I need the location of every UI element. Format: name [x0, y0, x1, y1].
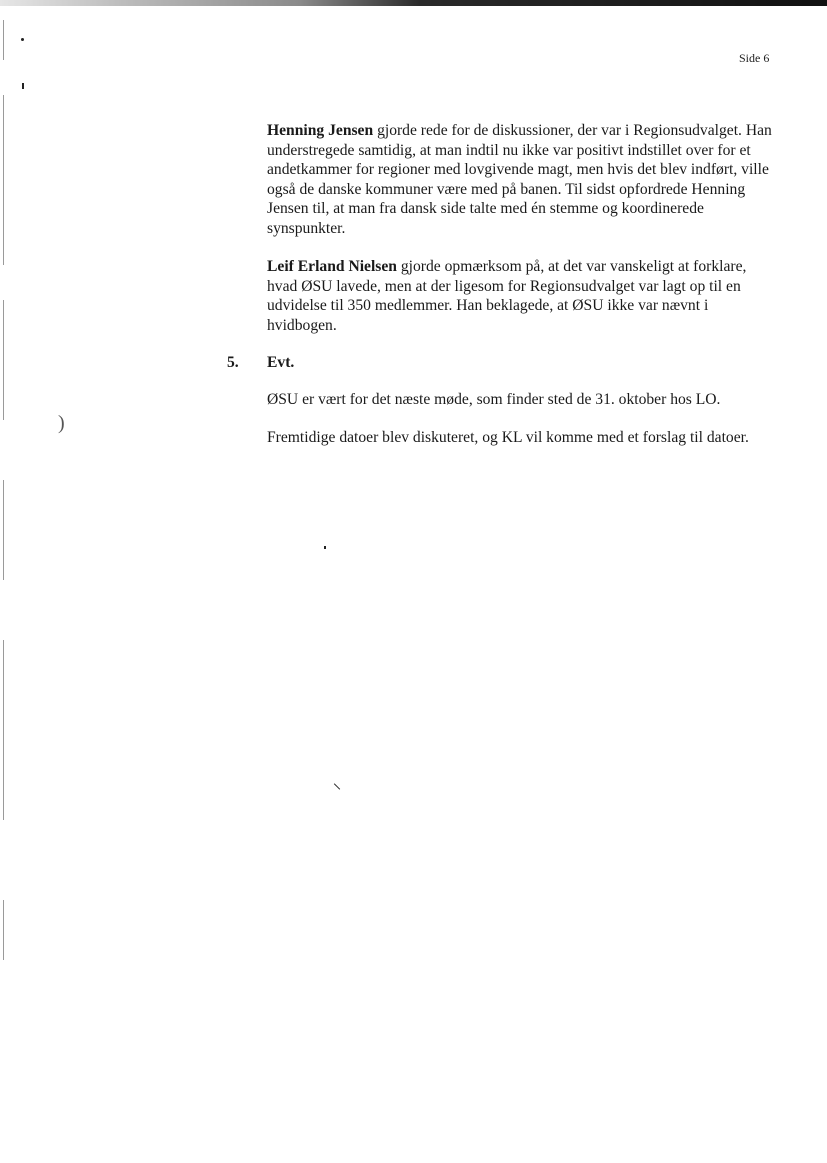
scan-speck: [22, 83, 24, 89]
scan-left-edge-mark: [3, 900, 4, 960]
scan-speck: [334, 783, 340, 789]
minutes-body: [267, 121, 777, 335]
page-number: Side 6: [739, 51, 770, 65]
scan-speck: [21, 38, 24, 41]
speaker-paragraph: [267, 257, 777, 335]
section-number: 5.: [227, 354, 239, 371]
speaker-name: Henning Jensen: [267, 122, 374, 139]
section-paragraph: Fremtidige datoer blev diskuteret, og KL vil komme med et forslag til datoer.: [267, 428, 749, 446]
section-title: Evt.: [267, 354, 295, 371]
paragraph-text: gjorde opmærksom på, at det var vanskeligt at forklare, hvad ØSU lavede, men at der ligesom for Regionsudvalget var lagt op til en udvidelse til 350 medlemmer. Han beklagede, at ØSU ikke var nævnt i hvidbogen.: [267, 258, 747, 334]
scan-left-edge-mark: [3, 95, 4, 265]
scan-left-edge-mark: [3, 20, 4, 60]
paragraph-text: gjorde rede for de diskussioner, der var i Regionsudvalget. Han understregede samtidig, at man indtil nu ikke var positivt indstillet over for et andetkammer for regioner med lovgivende magt, men hvis det blev indført, ville også de danske kommuner være med på banen. Til sidst opfordrede Henning Jensen til, at man fra dansk side talte med én stemme og koordinerede synspunkter.: [267, 122, 772, 237]
section-body: [267, 390, 777, 447]
speaker-paragraph: [267, 121, 777, 238]
scan-mark-paren: ): [58, 412, 65, 434]
section-paragraph: ØSU er vært for det næste møde, som finder sted de 31. oktober hos LO.: [267, 391, 721, 408]
section-heading: [227, 353, 294, 373]
scan-speck: [324, 546, 326, 549]
scan-left-edge-mark: [3, 640, 4, 820]
scan-left-edge-mark: [3, 480, 4, 580]
scan-left-edge-mark: [3, 300, 4, 420]
scan-top-edge: [0, 0, 827, 6]
speaker-name: Leif Erland Nielsen: [267, 258, 397, 275]
